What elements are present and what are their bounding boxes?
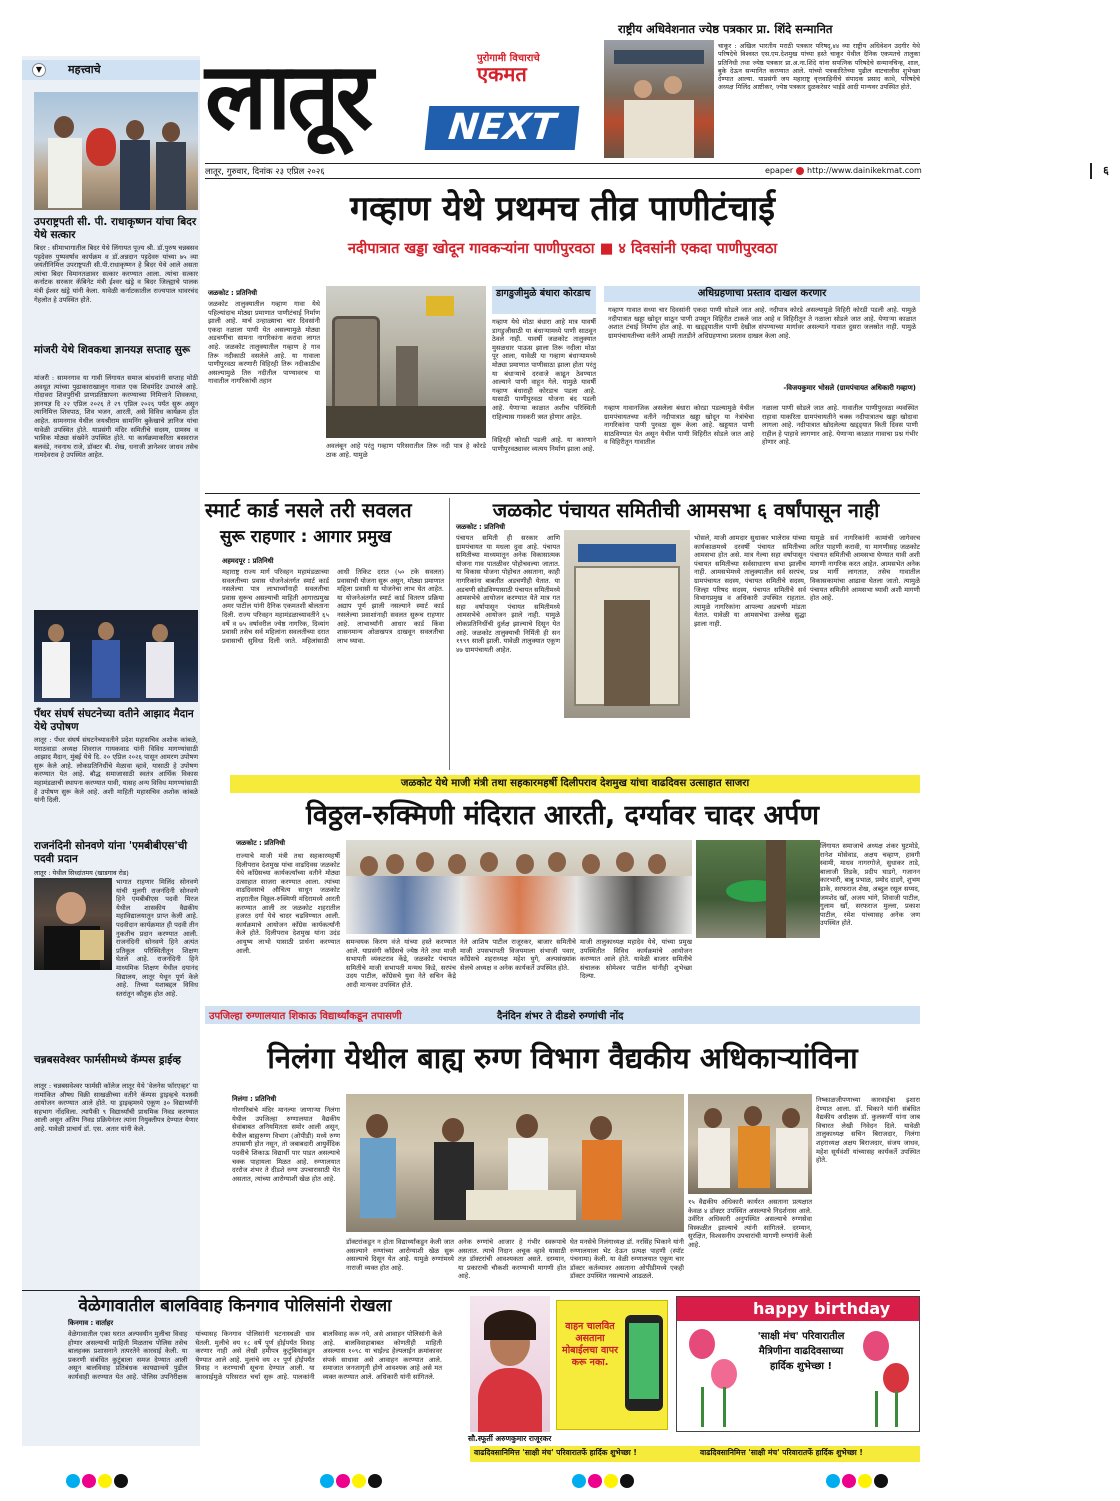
globe-icon [796, 167, 804, 175]
opd-banner-left: उपजिल्हा रुग्णालयात शिकाऊ विद्यार्थ्यांकडून तपासणी [209, 1011, 402, 1022]
story5-headline: निलंगा येथील बाह्य रुग्ण विभाग वैद्यकीय अधिकाऱ्यांविना [267, 1041, 858, 1075]
registration-mark [98, 1474, 112, 1488]
sidebar-story-5-headline: चन्नबसवेश्वर फार्मसीमध्ये कॅम्पस ड्राईव्ह [34, 1054, 181, 1066]
phone-ad-text: वाहन चालवित असताना मोबाईलचा वापर करू नका. [562, 1321, 618, 1368]
story1-headline: गव्हाण येथे प्रथमच तीव्र पाणीटंचाई [349, 189, 776, 229]
sidebar-story-3-headline: पँथर संघर्ष संघटनेच्या वतीने आझाद मैदान येथे उपोषण [34, 708, 194, 733]
story1-col1: जळकोट तालुक्यातील गव्हाण गावा येथे पहिल्यांदाच मोठ्या प्रमाणात पाणीटंचाई निर्माण झाली आहे. मार्च उन्हाळ्याचा चार दिवसांनी एकदा नळाला पाणी येत असल्यामुळे मोठ्या अडचणींचा सामना नागरिकांना करावा लागत आहे. जळकोट तालुक्यातील गव्हाण हे गाव तिरू नदीकाठी वसलेले आहे. या गावाला पाणीपुरवठा करणारी विहिरही तिरू नदीकाठीच असल्यामुळे तिरु नदीतील पाण्यावरच या गावातील नागरिकांची तहान [208, 300, 320, 386]
story4-col5: लिंगायत समाजाचे अध्यक्ष शंकर घुटमोडे, रानेश मोसेवाड, अक्षय चव्हाण, हावगी स्वामी, माधव नागरगोजे, सुधाकर ताडे, बालाजी तिडके, प्रदीप घाडगे, गजानन कारभारी, बाबु प्रभाळ, प्रमोद दाडगे, शुभम डाके, सरफराज शेख, अब्दुल रसूल सय्यद, जमशेद खाँ, अजय भांगे, शिवाजी पाटील, गुलाम खाँ, सरफराज मुल्ला, प्रकाश पाटील, रमेश यांच्यासह अनेक जण उपस्थित होते. [820, 842, 920, 928]
story5-col5: घेत मनसेचे निलंगाध्यक्ष डॉ. नरसिंह भिकाने यांनी रुग्णालयाला भेट देऊन प्रत्यक्ष पाहणी (स्पॉट पंचनामा) केली. या वेळी रुग्णालयात एकूण चार डॉक्टर कर्तव्यावर असताना ओपीडीमध्ये एकही डॉक्टर उपस्थित नसल्याचे आढळले. [570, 1238, 684, 1281]
vp-photo [34, 92, 198, 210]
sidebox1-body: गव्हाण येथे मोठा बंधारा आहे मात्र यावर्षी डागडुजीसाठी या बंधाऱ्यामध्ये पाणी साठवून ठेवले नाही. यावर्षी जळकोट तालुक्यात मुसळधार पाऊस झाला तिरू नदीला मोठा पूर आला, यावेळी या गव्हाण बंधाऱ्यामध्ये मोठ्या प्रमाणात पाणीसाठा झाला होता परंतु या बंधाऱ्याचे दरवाजे काढून ठेवण्यात आल्याने पाणी वाहून गेले. यामुळे यावर्षी गव्हाण बंधाराही कोरडाच पडला आहे. यासाठी पाणीपुरवठा योजना बंद पडली आहे. येणाऱ्या काळात अशीच परिस्थिती राहिल्यास गावकरी त्रस्त होणार आहेत. [492, 318, 596, 421]
top-right-headline: राष्ट्रीय अधिवेशनात ज्येष्ठ पत्रकार प्रा. शिंदे सन्मानित [618, 22, 833, 36]
story5-col3: डॉक्टरांकडून न होता विद्यार्थ्यांकडून केली जात असल्याने रुग्णांच्या आरोग्याशी खेळ सुरू असल्याचे दिसून येत आहे. यामुळे रुग्णांमध्ये नाराजी व्यक्त होत आहे. [346, 1238, 454, 1272]
story5-col4: अनेक रुग्णांचे आजार हे गंभीर स्वरूपाचे असतात. त्याचे निदान अचूक व्हावे यासाठी तज्ञ डॉक्टरांची आवश्यकता असते. दरम्यान, या प्रकाराची चौकशी करण्याची मागणी होत आहे. [458, 1238, 566, 1281]
sidebar-story-1-body: बिदर : सीमाभागातील बिदर येथे लिंगायत पूज्य श्री. डॉ.पुरुष चन्नबसव पट्टदेवरु पुष्पवर्षाव कार्यक्रम व डॉ.अन्नदान पट्टदेवरु यांच्या ७५ व्या जयंतीनिमित्त उपराष्ट्रपती सी.पी.राधाकृष्णन हे बिदर येथे आले असता त्यांचा बिदर विमानतळावर सत्कार करण्यात आला. त्यांचा सत्कार कर्नाटक सरकार कॅबिनेट मंत्री ईश्वर खंड्रे व बिदर जिल्ह्याचे पालक मंत्री ईश्वर खंड्रे यांनी केला. यावेळी कर्नाटकातील राज्यपाल थावरचंद गेहलोत हे उपस्थित होते. [34, 244, 198, 304]
story1-byline: जळकोट : प्रतिनिधी [208, 289, 258, 297]
story1-subhead: नदीपात्रात खड्डा खोदून गावकऱ्यांना पाणीपुरवठा ■ ४ दिवसांनी एकदा पाणीपुरवठा [347, 241, 778, 257]
registration-mark [336, 1474, 350, 1488]
flower-icon [859, 1327, 915, 1427]
story1-col3: विहिरही कोरडी पडली आहे. या कारणाने पाणीपुरवठ्यावर व्यत्यय निर्माण झाला आहे. [492, 436, 596, 453]
sidebar-story-5-body: लातूर : चन्नबसवेश्वर फार्मसी कॉलेज लातूर येथे 'वेलनेस फॉरएव्हर' या नामांकित औषध विक्री साखळीच्या वतीने कॅम्पस ड्राइव्हचे यशस्वी आयोजन करण्यात आले होते. या ड्राइव्हमध्ये एकूण ३० विद्यार्थ्यांनी सहभाग नोंदविला. त्यापैकी ९ विद्यार्थ्यांची प्राथमिक निवड करण्यात आली असून अंतिम निवड प्रक्रियेनंतर त्यांना नियुक्तीपत्र देण्यात येणार आहे. यावेळी प्राचार्य डॉ. एस. अतार यांनी केले. [34, 1082, 198, 1133]
award-photo [604, 40, 714, 158]
story2-body: महाराष्ट्र राज्य मार्ग परिवहन महामंडळाच्या सवलतीच्या प्रवास योजनेअंतर्गत स्मार्ट कार्ड नसलेल्या पात्र लाभार्थ्यांनाही सवलतीचा प्रवास सुरूच असल्याची माहिती आगारप्रमुख अमर पाटील यांनी दैनिक एकमतशी बोलताना दिली. राज्य परिवहन महामंडळाच्यावतीने ६५ वर्षे व ७५ वर्षावरील ज्येष्ठ नागरिक, दिव्यांग प्रवासी तसेच सर्व महिलांना सवलतीच्या दरात प्रवासाची सुविधा दिली जाते. महिलांसाठी आधी तिकिट दरात (५० टके सवलत) प्रवासाची योजना सुरू असून, मोठ्या प्रमाणात महिला प्रवासी या योजनेचा लाभ घेत आहेत. या योजनेअंतर्गत स्मार्ट कार्ड वितरण प्रक्रिया अद्याप पूर्ण झाली नसल्याने स्मार्ट कार्ड नसलेल्या प्रवाशांनाही सवलत सुरूच राहणार आहे. लाभार्थ्यांनी आधार कार्ड किंवा शासनमान्य ओळखपत्र दाखवून सवलतीचा लाभ घ्यावा. [222, 568, 444, 645]
story3-byline: जळकोट : प्रतिनिधी [456, 523, 506, 531]
story5-col1: गोरगरिबांचे मंदिर मानल्या जाणाऱ्या निलंगा येथील उपजिल्हा रुग्णालयात वैद्यकीय सेवांबाबत अनियमितता समोर आली असून, येथील बाह्यरुग्ण विभाग (ओपीडी) मध्ये रुग्ण तपासणी होत नसून, तो जबाबदारी आयुर्वेदिक पदवीचे शिकाऊ विद्यार्थी पार पाडत असल्याचे चक्क पाहायला मिळत आहे. रुग्णालयात दररोज शंभर ते दीडशे रुग्ण उपचारासाठी येत असतात, त्यांच्या आरोग्याशी खेळ होत आहे. [232, 1106, 340, 1183]
registration-mark [620, 1474, 634, 1488]
story5-col6: १५ वैद्यकीय अधिकारी कार्यरत असताना प्रत्यक्षात केवळ ४ डॉक्टर उपस्थित असल्याचे निदर्शनास आले. उर्वरित अधिकारी अनुपस्थित असल्याचे रुग्णसेवा विस्कळीत झाल्याचे त्यांनी सांगितले. दरम्यान, सुरक्षित, विश्वसनीय उपचारांची मागणी रुग्णांनी केली आहे. [688, 1198, 812, 1249]
birthday-banner: जळकोट येथे माजी मंत्री तथा सहकारमहर्षी दिलीपराव देशमुख यांचा वाढदिवस उत्साहात साजरा [230, 775, 920, 793]
story6-byline: किनगाव : वार्ताहर [68, 1319, 114, 1327]
story1-photo-caption: अवलंबून आहे परंतु गव्हाण परिसरातील तिरू नदी पात्र हे कोरडे ठाक आहे. यामुळे [326, 442, 486, 459]
registration-mark [874, 1474, 888, 1488]
next-logo: NEXT [425, 106, 580, 150]
divider [22, 1290, 920, 1291]
sidebox1-title: डागडुजीमुळे बंधारा कोरडाच [492, 286, 596, 314]
story4-col5b [696, 942, 816, 1000]
sidebar-tag-label: महत्त्वाचे [68, 63, 101, 76]
story1-col4: गव्हाण गावानजिक असलेला बंधारा कोरडा पडल्यामुळे येथील ग्रामपंचायतच्या वतीने नदीपात्रात खड्डा खोदून या नेत्रांचेचा नागरिकांना पाणी पुरवठा सुरू केला आहे. खड्डयात पाणी साठविण्यात येत असून येथील पाणी विहिरीत सोडले जात आहे व विहिरीतून गावातील [604, 404, 754, 447]
dateline-bar [205, 163, 1109, 179]
registration-marks [0, 1474, 945, 1490]
mns-visit-photo [688, 1094, 812, 1194]
sidebox2-body: गव्हाण गावात सध्या चार दिवसांनी एकदा पाणी सोडले जात आहे. नदीपात्र कोरडे असल्यामुळे विहिरी कोरडी पडली आहे. यामुळे नदीपात्रात खड्डा खोदून साठून पाणी उपसून विहिरीत टाकले जात आहे व विहिरीतून ते नळाला सोडले जात आहे. येणाऱ्या काळात अशात टंचाई निर्माण होत आहे. या खड्ड्यातील पाणी देखील संपण्याच्या मार्गावर असल्याने गावात दुसरा जलस्रोत नाही. यामुळे ग्रामपंचायतीच्या वतीने आम्ही तातडीने अधिग्रहणाचा प्रस्ताव दाखल केला आहे. [608, 306, 916, 340]
wish-strip [470, 1446, 920, 1462]
top-right-story [604, 22, 920, 160]
sidebar-story-2-headline: मांजरी येथे शिवकथा ज्ञानयज्ञ सप्ताह सुरू [34, 344, 191, 356]
story1-sidebox2 [604, 286, 920, 398]
story5-col7: निष्काळजीपणाच्या कारवाईचा इशारा देण्यात आला. डॉ. भिकाने यांनी संबंधित वैद्यकीय अधीक्षक डॉ. कुलकर्णी यांना जाब विचारत लेखी निवेदन दिले. यावेळी तालुकाध्यक्ष सचिन बिराजदार, निलंगा शहराध्यक्ष अक्षय बिराजदार, संजय जाधव, महेश सूर्यवंशी यांच्यासह कार्यकर्ते उपस्थित होते. [816, 1096, 920, 1165]
sidebar-story-4-byline: लातूर : येथील सिध्दांतमय (खाडगाव रोड) [34, 869, 129, 877]
brand-name: एकमत [477, 62, 527, 86]
sidebar-story-2-body: मांजरी : सामनगाव या गावी लिंगायत समाज बांधवांनी सप्ताह मोठी अवधूत त्यांच्या पुढाकाराखालून गावात एक शिवमंदिर उभारले आहे. गोदावरा शिवपुरीची प्राणप्रतिष्ठापना करण्याच्या निमित्ताने शिवकथा, ज्ञानयज्ञ दि २२ एप्रिल २०२६ ते २९ एप्रिल २०२६ पर्यंत सुरू असून त्यानिमित्त शिवपाठ, शिव भजन, आरती, असे विविध कार्यक्रम होत आहेत. सामनगाव येथील जयश्रीराम सामनिंग बुकेखाचे ज्ञानिज यांचा यावेळी उपस्थित होते. याप्रसंगी मंदिर समितीचे सदस्य, ग्रामस्थ व भाविक मोठ्या संख्येने उपस्थित होते. या कार्यक्रमाकरिता बसवराज बलवंडे, नवनाथ राजे, डॉक्टर बी. शेख, धनाजी ज्ञानेश्वर जाधव तसेच नामदेवराव हे उपस्थित आहेत. [34, 374, 198, 460]
opd-banner [205, 1006, 920, 1024]
sidebar-story-1-headline: उपराष्ट्रपती सी. पी. राधाकृष्णन यांचा बिदर येथे सत्कार [34, 216, 197, 241]
birthday-ad [676, 1296, 920, 1432]
graduate-photo [34, 878, 112, 970]
column-rule [449, 498, 450, 770]
story4-col2: समन्वयक किरण वंजे यांच्या हस्ते करण्यात आले. याप्रसंगी काँग्रेसचे ज्येष्ठ नेते तथा माजी सभापती व्यंकटराव केंद्रे, जळकोट पंचायत समितीचे माजी सभापती मन्मथ किडे, सरपंच उदय पाटील, काँग्रेसचे युवा नेते सचिन केंद्रे आदी मान्यवर उपस्थित होते. [346, 938, 456, 989]
registration-mark [572, 1474, 586, 1488]
flower-icon [683, 1329, 743, 1427]
sidebar-story-4-headline: राजनंदिनी सोनवणे यांना 'एमबीबीएस'ची पदवी प्रदान [34, 840, 188, 865]
story4-col4: माजी तालुकाध्यक्ष महादेव येथे, यांच्या प्रमुख उपस्थितीत विविध कार्यक्रमांचे आयोजन करण्यात आले होते. यावेळी बाजार समितीचे संचालक सोमेश्वर पाटील यांनीही शुभेच्छा दिल्या. [580, 938, 692, 981]
chevron-down-icon: ▼ [32, 63, 46, 77]
story3-col1: पंचायत समिती ही सरकार आणि ग्रामपंचायत या मधला दुवा आहे. पंचायत समितीच्या माध्यमातून अनेक विकासात्मक योजना गाव पातळीवर पोहोचवल्या जातात. या विकास योजना पोहोचत असताना, काही नागरिकांना बाबतीत अडचणीही येतात. या अडचणी सोडविण्यासाठी पंचायत समितीमध्ये आमसभेचे आयोजन करण्यात येते मात्र गत सहा वर्षापासून पंचायत समितीमध्ये आमसभेचे आयोजन झाले नाही. यामुळे लोकप्रतिनिधींची दुर्लक्ष झाल्याचे दिसून येत आहे. जळकोट तालुक्याची निर्मिती ही सन १९९९ साली झाली. यावेळी तालुक्यात एकूण ४७ ग्रामपंचायती आहेत. [456, 534, 560, 654]
story4-col3: नेते आशिष पाटील राजूरकर, बाजार समितीचे माजी उपसभापती विजयमाला संभाजी पवार, काँग्रेसचे शहराध्यक्ष महेश घुगे, अल्पसंख्यांक सेलचे अध्यक्ष व अनेक कार्यकर्ते उपस्थित होते. [460, 938, 576, 972]
dargah-photo [696, 840, 820, 938]
divider [205, 493, 920, 494]
story4-headline: विठ्ठल-रुक्मिणी मंदिरात आरती, दर्ग्यावर चादर अर्पण [305, 800, 820, 831]
sidebar-tag [22, 60, 200, 80]
temple-group-photo [346, 840, 692, 934]
story6-headline: वेळेगावातील बालविवाह किनगाव पोलिसांनी रोखला [78, 1296, 392, 1316]
registration-mark [842, 1474, 856, 1488]
story1-sidebox1 [492, 286, 596, 432]
story2-headline-2: सुरू राहणार : आगार प्रमुख [220, 527, 392, 547]
portrait-photo [470, 1296, 550, 1432]
wish-strip-left: वाढदिवसानिमित्त 'साक्षी मंच' परिवारातर्फे हार्दिक शुभेच्छा ! [474, 1448, 637, 1457]
phone-icon [625, 1315, 663, 1411]
story3-headline: जळकोट पंचायत समितीची आमसभा ६ वर्षांपासून नाही [492, 499, 880, 522]
birthday-ad-title: happy birthday [677, 1297, 919, 1321]
story4-byline: जळकोट : प्रतिनिधी [236, 839, 286, 847]
registration-mark [320, 1474, 334, 1488]
dry-riverbed-photo [326, 286, 486, 438]
story2-headline-1: स्मार्ट कार्ड नसले तरी सवलत [205, 498, 412, 522]
registration-mark [66, 1474, 80, 1488]
portrait-name: सौ.स्फूर्ती अरुणकुमार राजूरकर [468, 1434, 552, 1443]
registration-mark [82, 1474, 96, 1488]
story3-col4: यामुळे सर्व नागरिकांनी कामांची जागेवरच त्वरित पाहणी करावी, या मागणीसह जळकोट पंचायत समितीची आमसभा घेण्यात यावी अशी मागणी नागरिक करत आहेत. आमसभेत अनेक प्रश्न मार्गी लागतात, तसेच गावातील विकासकामांचा आढावा घेतला जातो. त्यामुळे पंचायत समितीने आमसभा घ्यावी अशी मागणी होत आहे. [810, 534, 920, 603]
masthead-title: लातूर [205, 43, 370, 150]
page-number: ६ [1090, 163, 1120, 179]
registration-mark [368, 1474, 382, 1488]
phone-ad [556, 1300, 668, 1430]
story1-col5: नळाला पाणी सोडले जात आहे. गावातील पाणीपुरवठा व्यवस्थित राहावा याकरिता ग्रामपंचायतीने चक्क नदीपात्रातच खड्डा खोदावा लागला आहे. नदीपात्रात खोदलेल्या खड्ड्यात किती दिवस पाणी राहील हे पाहावे लागणार आहे. येणाऱ्या काळात गावाचा प्रश्न गंभीर होणार आहे. [762, 404, 918, 447]
hospital-opd-photo [346, 1094, 684, 1232]
registration-mark [588, 1474, 602, 1488]
sidebar-story-3-body: लातूर : पँथर संघर्ष संघटनेच्यावतीने प्रदेश महासचिव अशोक कांबळे, मराठवाडा अध्यक्ष शिवराज गायकवाड यांनी विविध मागण्यांसाठी आझाद मैदान, मुंबई येथे दि. २० एप्रिल २०२६ पासून आमरण उपोषण सुरू केले आहे. लोकप्रतिनिधींचे मेळावा व्हावे, यासाठी हे उपोषण करण्यात येत आहे. बौद्ध समाजासाठी स्वतंत्र आर्थिक विकास महामंडळाची स्थापना करण्यात यावी, यासह अन्य विविध मागण्यांसाठी हे उपोषण सुरू केले आहे. अशी माहिती महासचिव अशोक कांबळे यांनी दिली. [34, 736, 198, 805]
registration-mark [114, 1474, 128, 1488]
story4-col1: राज्याचे माजी मंत्री तथा सहकारमहर्षी दिलीपराव देशमुख यांचा वाढदिवस जळकोट येथे काँग्रेसच्या कार्यकर्त्यांच्या वतीने मोठ्या उत्साहात साजरा करण्यात आला. त्यांच्या वाढदिवसाचे औचित्य साधून जळकोट शहरातील विठ्ठल-रुक्मिणी मंदिरामध्ये आरती करण्यात आली तर जळकोट शहरातील हजरत दर्गा येथे चादर चढविण्यात आली. कार्यक्रमाचे आयोजन काँग्रेस कार्यकर्त्यांनी केले होते. दिलीपराव देशमुख यांना उदंड आयुष्य लाभो यासाठी प्रार्थना करण्यात आली. [236, 852, 340, 955]
dateline: लातूर, गुरुवार, दिनांक २३ एप्रिल २०२६ [205, 167, 325, 177]
story3-col3: भोसले, माजी आमदार सुधाकर भालेराव यांच्या कार्यकाळमध्ये दरवर्षी पंचायत समितीच्या आमसभा होत असे. मात्र गेल्या सहा वर्षापासून पंचायत समितीच्या सर्वसाधारण सभा झालीच नाही. आमसभेमध्ये तालुक्यातील सर्व सरपंच, ग्रामपंचायत सदस्य, पंचायत समितीचे सदस्य, जिल्हा परिषद सदस्य, पंचायत समितीचे सर्व विभागप्रमुख व अधिकारी उपस्थित राहतात. त्यामुळे नागरिकांना आपल्या अडचणी मांडता येतात. यावेळी या आमसभेचा उल्लेख सुद्धा झाला नाही. [694, 534, 806, 628]
registration-mark [826, 1474, 840, 1488]
story2-byline: अहमदपूर : प्रतिनिधी [222, 557, 274, 565]
sidebox2-sign: -विजयकुमार भोसले (ग्रामपंचायत अधिकारी गव्हाण) [783, 384, 916, 392]
epaper-label: epaper [765, 166, 794, 175]
group-photo [34, 610, 198, 702]
registration-mark [604, 1474, 618, 1488]
opd-banner-right: दैनंदिन शंभर ते दीडशे रुग्णांची नोंद [497, 1011, 624, 1022]
sidebox2-title: अधिग्रहणाचा प्रस्ताव दाखल करणार [604, 286, 920, 302]
sidebar [22, 56, 200, 1446]
masthead-logo [205, 43, 600, 156]
birthday-ad-text: 'साक्षी मंच' परिवारातील मैत्रिणीना वाढदिवसाच्या हार्दिक शुभेच्छा ! [757, 1331, 845, 1372]
masthead-tagline: पुरोगामी विचाराचे [477, 53, 540, 64]
registration-mark [858, 1474, 872, 1488]
website-link[interactable]: http://www.dainikekmat.com [807, 166, 922, 175]
top-right-body: चाकूर : अखिल भारतीय मराठी पत्रकार परिषद्,४४ व्या राष्ट्रीय अधिवेशन उदगीर येथे परिषदेचे विश्वस्त एस.एम.देशमुख यांच्या हस्ते चाकूर येथील दैनिक एकमतचे तालुका प्रतिनिधी तथा ज्येष्ठ पत्रकार प्रा.अ.ना.शिंदे यांना सपत्निक परिषदेचे सन्मानचिन्ह, शाल, बुके देऊन सन्मानित करण्यात आले. यांच्यो पत्रकारितेच्या पुढील वाटचालीस शुभेच्छा देण्यात आल्या. याप्रसंगी जय महाराष्ट्र वृत्तवाहिनीचे संपादक प्रसाद काथे, परिषदेचे अध्यक्ष मिलिंद आष्टीकर, ज्येष्ठ पत्रकार दुळकरेसर भाईडे आदी मान्यवर उपस्थित होते. [718, 42, 920, 92]
story6-body: वेळेगावातील एका घरात अल्पवयीन मुलीचा विवाह होणार असल्याची माहिती मिळताच पोलिस तसेच बालहक्क प्रशासनाने तत्परतेने कारवाई केली. या प्रकरणी संबंधित कुटुंबाला समज देण्यात आली असून बालविवाह प्रतिबंधक कायद्यान्वये पुढील कार्यवाही करण्यात येत आहे. पोलिस उपनिरीक्षक यांच्यासह किनगाव पोलिसांनी घटनास्थळी धाव घेतली. मुलीचे वय १८ वर्षे पूर्ण होईपर्यंत विवाह करणार नाही असे लेखी हमीपत्र कुटुंबियांकडून घेण्यात आले आहे. मुलांचे वय २१ पूर्ण होईपर्यंत विवाह न करण्याची सूचना देण्यात आली. या कारवाईमुळे परिसरात चर्चा सुरू आहे. पालकांनी बालविवाह करू नये, असे आवाहन पोलिसांनी केले आहे. बालविवाहाबाबत कोणतीही माहिती असल्यास १०९८ या चाईल्ड हेल्पलाईन क्रमांकावर संपर्क साधावा असे आवाहन करण्यात आले. समाजात जनजागृती होणे आवश्यक आहे असे मत व्यक्त करण्यात आले. अधिकारी यांनी सांगितले. [68, 1330, 442, 1381]
panchayat-building-photo [564, 530, 690, 718]
registration-mark [352, 1474, 366, 1488]
wish-strip-right: वाढदिवसानिमित्त 'साक्षी मंच' परिवारातर्फे हार्दिक शुभेच्छा ! [700, 1448, 863, 1457]
story5-byline: निलंगा : प्रतिनिधी [232, 1095, 277, 1103]
sidebar-story-4-body: भागात राहणार मिलिंद सोनवणे यांची मुलगी राजनंदिनी सोनवणे हिने एमबीबीएस पदवी मिरज येथील शासकीय वैद्यकीय महाविद्यालयातून प्राप्त केली आहे. पदवीदान कार्यक्रमात ही पदवी तीन नुकतीच प्रदान करण्यात आली. राजनंदिनी सोनवणे हिने अत्यंत प्रतिकूल परिस्थितीतून शिक्षण घेतले आहे. राजनंदिनी हिने माध्यमिक शिक्षण येथील दयानंद विद्यालय, लातूर येथून पूर्ण केले आहे. तिच्या यशाबद्दल विविध स्तरांतून कौतुक होत आहे. [116, 878, 198, 998]
